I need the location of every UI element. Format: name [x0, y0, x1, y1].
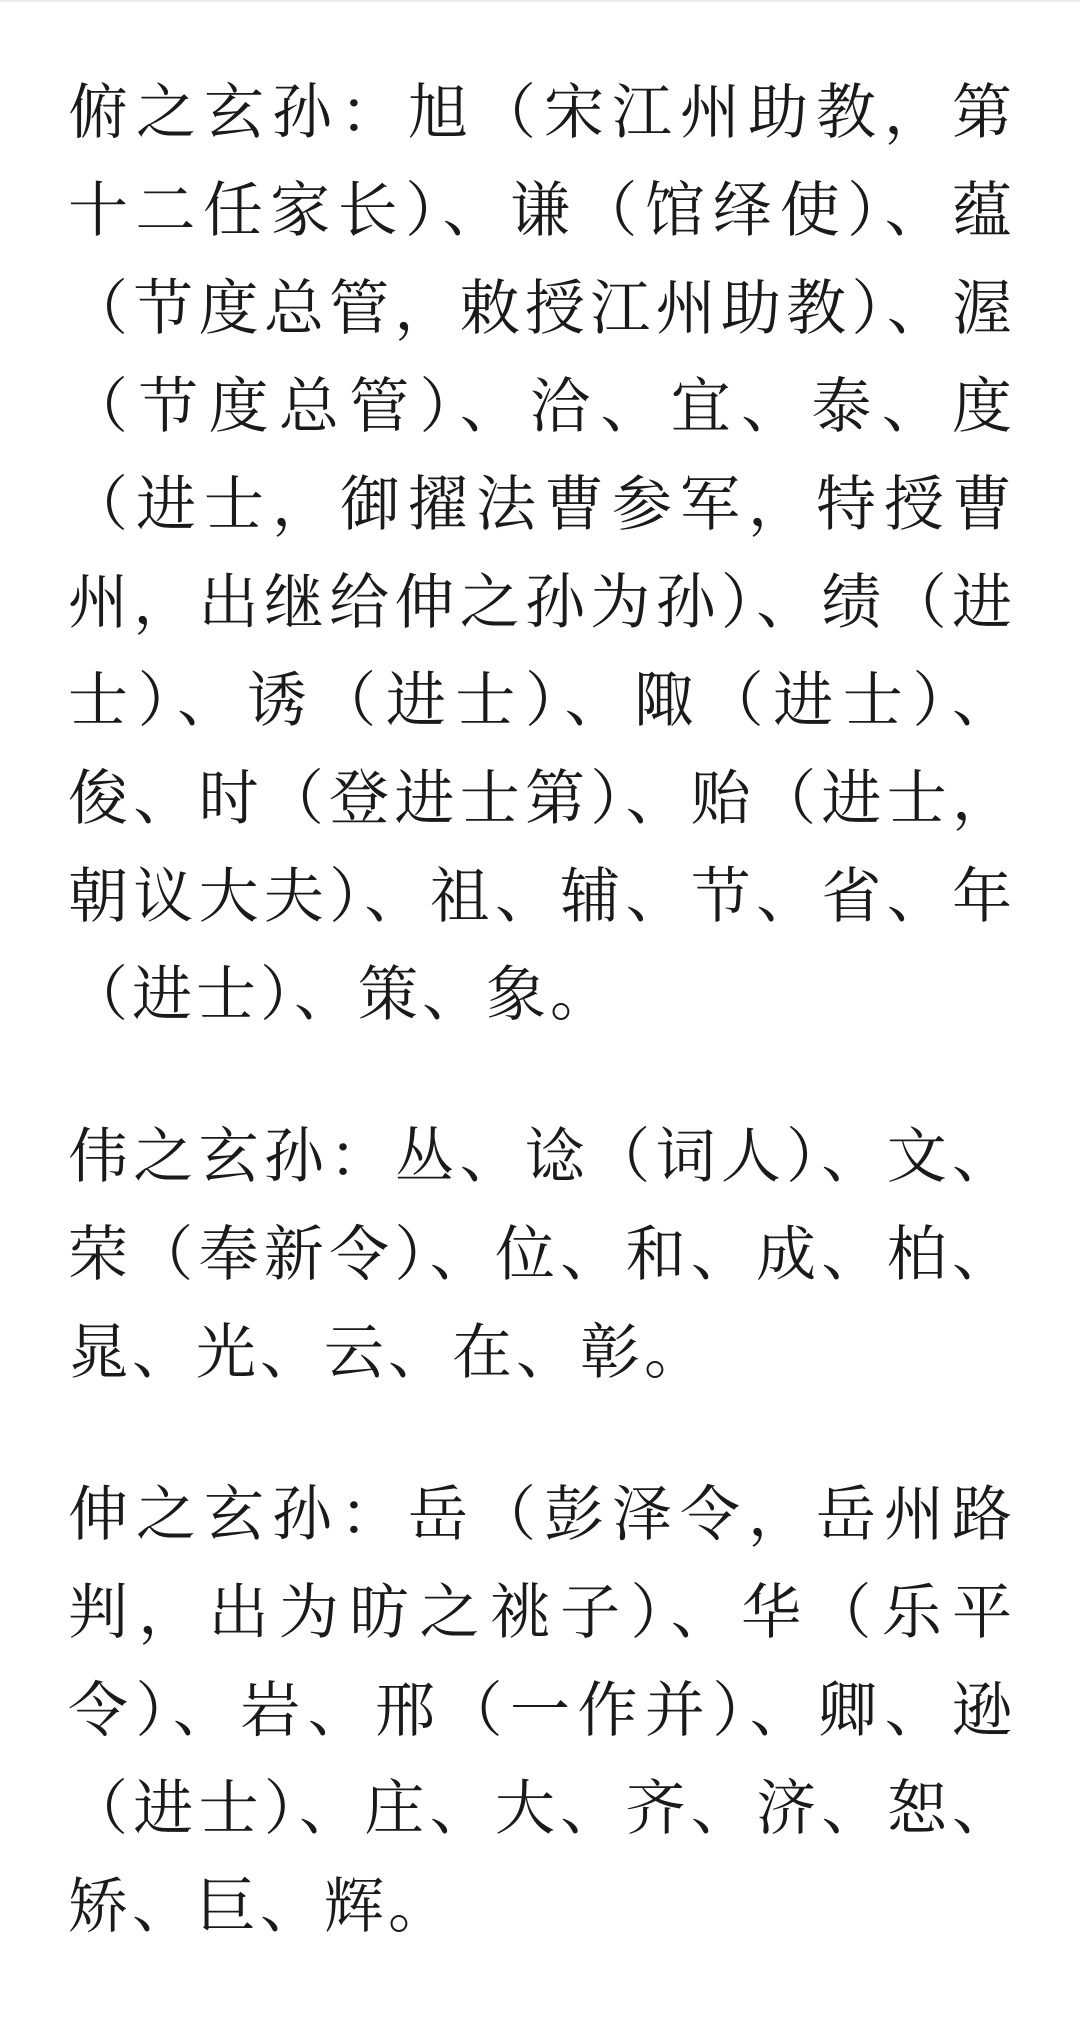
- paragraph-wei-descendants: 伟之玄孙：丛、谂（词人）、文、荣（奉新令）、位、和、成、柏、晁、光、云、在、彰。: [68, 1122, 1016, 1388]
- top-divider: [0, 0, 1080, 2]
- article-body: [68, 64, 1016, 2020]
- paragraph-shen-descendants: 伸之玄孙：岳（彭泽令，岳州路判，出为昉之祧子）、华（乐平令）、岩、邢（一作并）、卿、逊（进士）、庄、大、齐、济、恕、矫、巨、辉。: [68, 1480, 1016, 1942]
- paragraph-fu-descendants: 俯之玄孙：旭（宋江州助教，第十二任家长）、谦（馆绎使）、蕴（节度总管，敕授江州助教）、渥（节度总管）、洽、宜、泰、度（进士，御擢法曹参军，特授曹州，出继给伸之孙为孙）、绩（进士）、诱（进士）、陬（进士）、俊、时（登进士第）、贻（进士，朝议大夫）、祖、辅、节、省、年（进士）、策、象。: [68, 78, 1016, 1030]
